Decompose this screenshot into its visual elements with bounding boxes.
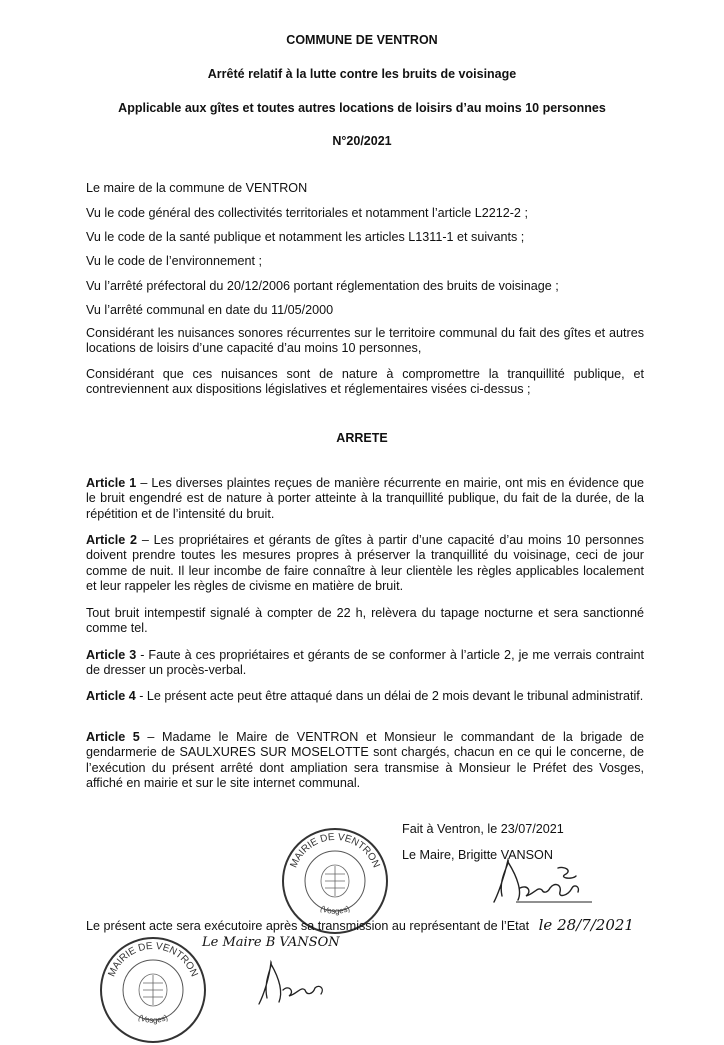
decree-number: N°20/2021 <box>332 134 392 148</box>
mayor-name: Le Maire, Brigitte VANSON <box>402 848 553 862</box>
article-paragraph <box>86 648 644 679</box>
stamp-bottom-text: (Vosges) <box>318 903 352 916</box>
article-paragraph <box>86 730 644 792</box>
article-paragraph <box>86 689 644 704</box>
enforceable-text: Le présent acte sera exécutoire après sa transmission au représentant de l’Etat <box>86 919 530 933</box>
article-label: Article 4 <box>86 689 136 703</box>
article-text: – Les propriétaires et gérants de gîtes à partir d’une capacité d’au moins 10 personnes doivent prendre toutes les mesures propres à préserver la tranquillité du voisinage, ceci de jour comme de nuit. Il leur incombe de faire connaître à leur clientèle les règles applicables localement et leur rappeler les règles de civisme en matière de bruit. <box>86 533 644 594</box>
consideration-paragraph: Considérant que ces nuisances sont de nature à compromettre la tranquillité publique, et contreviennent aux dispositions législatives et réglementaires visées ci-dessus ; <box>86 367 644 397</box>
stamp-top-text: MAIRIE DE VENTRON <box>288 831 382 870</box>
stamp-top-text: MAIRIE DE VENTRON <box>106 940 200 979</box>
commune-title: COMMUNE DE VENTRON <box>286 33 438 47</box>
stamp-bottom-text: (Vosges) <box>136 1012 170 1025</box>
preamble-line: Vu l’arrêté communal en date du 11/05/2000 <box>86 303 334 317</box>
mayor-signature <box>488 858 598 908</box>
handwritten-mayor-name: Le Maire B VANSON <box>202 935 340 950</box>
preamble-line: Vu le code général des collectivités territoriales et notamment l’article L2212-2 ; <box>86 206 528 220</box>
article-text: Tout bruit intempestif signalé à compter de 22 h, relèvera du tapage nocturne et sera sanctionné comme tel. <box>86 606 644 636</box>
decree-subject: Arrêté relatif à la lutte contre les bruits de voisinage <box>207 67 517 81</box>
article-label: Article 1 <box>86 476 137 490</box>
official-stamp-lower <box>98 935 208 1045</box>
article-label: Article 2 <box>86 533 138 547</box>
mayor-signature-lower <box>255 958 335 1008</box>
article-text: – Madame le Maire de VENTRON et Monsieur le commandant de la brigade de gendarmerie de SAULXURES SUR MOSELOTTE sont chargés, chacun en ce qui le concerne, de l’exécution du présent arrêté dont ampliation sera transmise à Monsieur le Préfet des Vosges, affiché en mairie et sur le site internet communal. <box>86 730 644 791</box>
decision-title: ARRETE <box>336 431 388 445</box>
article-text: – Les diverses plaintes reçues de manière récurrente en mairie, ont mis en évidence que le bruit engendré est de nature à porter atteinte à la tranquillité publique, du fait de la durée, de la répétition et de l’intensité du bruit. <box>86 476 644 521</box>
preamble-line: Vu l’arrêté préfectoral du 20/12/2006 portant réglementation des bruits de voisinage ; <box>86 279 559 293</box>
article-text: - Le présent acte peut être attaqué dans un délai de 2 mois devant le tribunal administratif. <box>135 689 644 703</box>
preamble-line: Vu le code de la santé publique et notamment les articles L1311-1 et suivants ; <box>86 230 525 244</box>
article-paragraph <box>86 533 644 595</box>
article-label: Article 3 <box>86 648 137 662</box>
enforceable-notice <box>86 916 634 934</box>
consideration-paragraph: Considérant les nuisances sonores récurrentes sur le territoire communal du fait des gîtes et autres locations de loisirs d’une capacité d’au moins 10 personnes, <box>86 326 644 356</box>
decree-scope: Applicable aux gîtes et toutes autres locations de loisirs d’au moins 10 personnes <box>118 101 606 115</box>
handwritten-date: le 28/7/2021 <box>538 916 634 934</box>
preamble-line: Le maire de la commune de VENTRON <box>86 181 308 195</box>
preamble-line: Vu le code de l’environnement ; <box>86 254 262 268</box>
article-paragraph <box>86 476 644 522</box>
article-paragraph <box>86 606 644 637</box>
place-date: Fait à Ventron, le 23/07/2021 <box>402 822 564 836</box>
article-text: - Faute à ces propriétaires et gérants de se conformer à l’article 2, je me verrais contraint de dresser un procès-verbal. <box>86 648 644 678</box>
article-label: Article 5 <box>86 730 140 744</box>
